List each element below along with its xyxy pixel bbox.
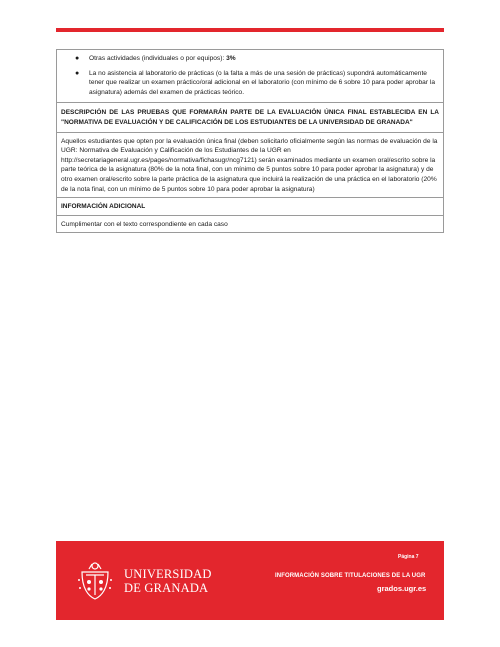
- footer-site-link[interactable]: grados.ugr.es: [377, 584, 427, 593]
- bullet-text: Otras actividades (individuales o por equipos):: [89, 55, 227, 62]
- university-name-line1: UNIVERSIDAD: [124, 567, 212, 581]
- footer-info-title: INFORMACIÓN SOBRE TITULACIONES DE LA UGR: [275, 573, 426, 579]
- bullet-list: [61, 54, 439, 99]
- page-footer: [56, 541, 444, 620]
- list-item: [61, 69, 439, 98]
- section-body-info-adicional: Cumplimentar con el texto correspondiente en cada caso: [61, 220, 228, 228]
- header-rule: [56, 28, 444, 32]
- bullet-icon: ●: [75, 69, 80, 77]
- list-item: [61, 54, 439, 64]
- bullet-text: La no asistencia al laboratorio de prácticas (o la falta a más de una sesión de prácticas) supondrá automáticamente tener que realizar un examen práctico/oral adicional en el laboratorio (con mínimo de 6 sobre 10 para poder aprobar la asignatura) además del examen de prácticas teórico.: [89, 69, 436, 96]
- bullet-icon: ●: [75, 55, 80, 62]
- evaluation-table: [56, 49, 444, 233]
- university-name-line2: DE GRANADA: [124, 581, 209, 595]
- bullet-bold-value: 3%: [226, 55, 236, 62]
- page-number: Página 7: [398, 554, 419, 560]
- section-body-evaluacion-unica: Aquellos estudiantes que opten por la evaluación única final (deben solicitarlo oficialmente según las normas de evaluación de la UGR: Normativa de Evaluación y Calificación de los Estudiantes de la UGR en http://secretariageneral.ugr.es/pages/normativa/fichasugr/ncg7121) serán examinados mediante un examen oral/escrito sobre la parte teórica de la asignatura (80% de la nota final, con un mínimo de 5 puntos sobre 10 para poder aprobar la asignatura) y de otro examen oral/escrito sobre la parte práctica de la asignatura que incluirá la realización de una práctica en el laboratorio (20% de la nota final, con un mínimo de 5 puntos sobre 10 para poder aprobar la asignatura): [57, 133, 443, 199]
- bullet-cell: [57, 50, 443, 103]
- university-seal-icon: [76, 558, 114, 602]
- section-heading-evaluacion-unica: DESCRIPCIÓN DE LAS PRUEBAS QUE FORMARÁN PARTE DE LA EVALUACIÓN ÚNICA FINAL ESTABLECIDA EN LA "NORMATIVA DE EVALUACIÓN Y DE CALIFICACIÓN DE LOS ESTUDIANTES DE LA UNIVERSIDAD DE GRANADA": [57, 103, 443, 132]
- university-wordmark: [124, 567, 212, 595]
- section-heading-info-adicional: INFORMACIÓN ADICIONAL: [57, 198, 443, 216]
